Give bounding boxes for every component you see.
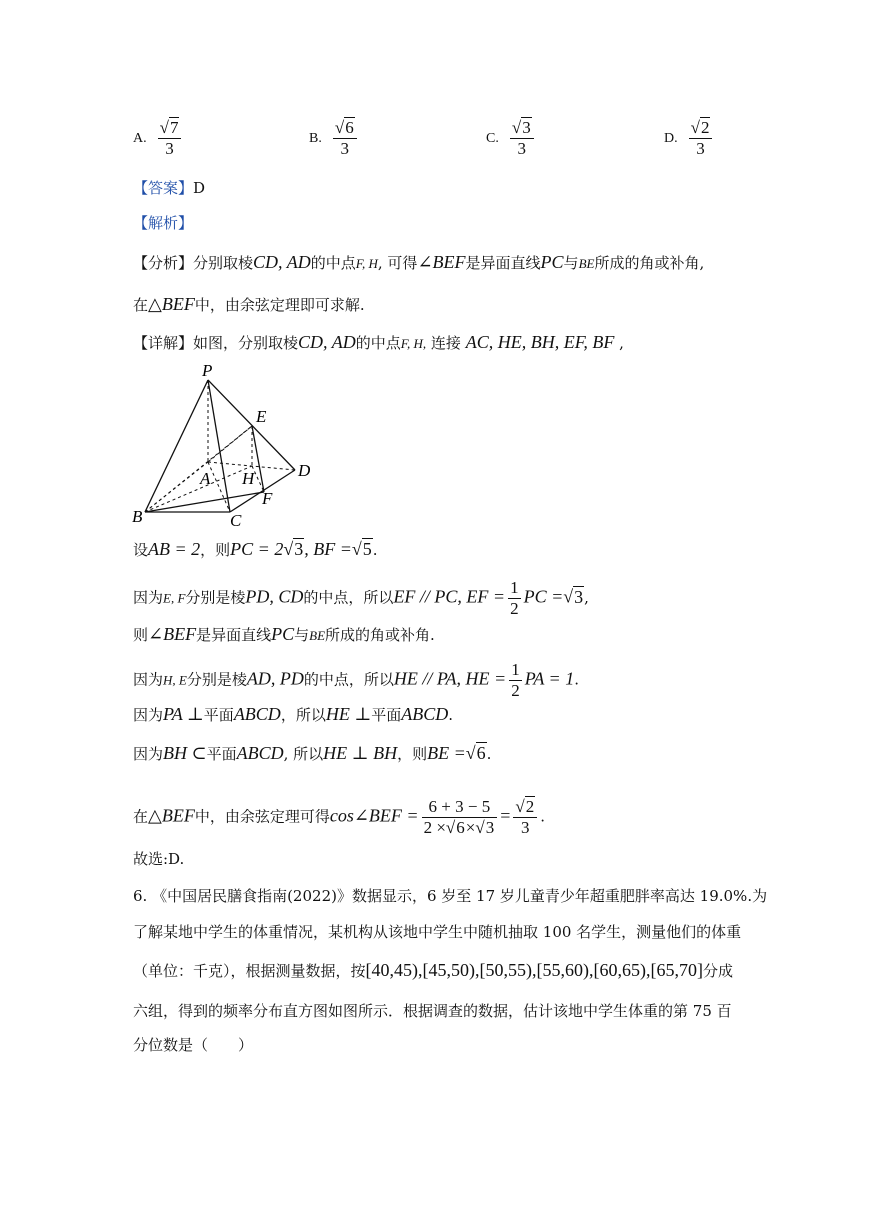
choice-fraction: $\frac{√7}{3}$ (158, 118, 182, 159)
label-d: D (298, 461, 311, 480)
label-b: B (132, 507, 143, 526)
choice-d (664, 118, 715, 159)
choice-label: C. (486, 130, 499, 146)
choice-fraction: $\frac{√2}{3}$ (689, 118, 713, 159)
q6-line-4: 六组，得到的频率分布直方图如图所示．根据调查的数据，估计该地中学生体重的第 75 百 (133, 1002, 732, 1020)
step-5: 因为PA ⊥平面ABCD，所以HE ⊥平面ABCD. (133, 704, 454, 724)
label-h: H (242, 469, 255, 488)
choice-fraction: $\frac{√3}{3}$ (510, 118, 534, 159)
analysis-line-1: 【分析】分别取棱CD, AD的中点F, H, 可得∠BEF是异面直线PC与BE所成的角或补角, (133, 252, 705, 272)
answer-value: D (193, 179, 206, 197)
label-a: A (200, 469, 211, 488)
choice-b (309, 118, 360, 159)
choice-c (486, 118, 537, 159)
step-8: 故选:D. (133, 850, 185, 868)
choice-label: A. (133, 130, 147, 146)
choice-label: D. (664, 130, 678, 146)
answer-tag: 【答案】 (133, 179, 194, 197)
choice-label: B. (309, 130, 322, 146)
analysis-tag: 【解析】 (133, 214, 194, 232)
answer-line (133, 178, 205, 198)
step-3: 则∠BEF是异面直线PC与BE所成的角或补角. (133, 624, 435, 644)
choice-a (133, 118, 184, 159)
label-c: C (230, 511, 242, 530)
q6-line-2: 了解某地中学生的体重情况，某机构从该地中学生中随机抽取 100 名学生，测量他们的体重 (133, 923, 742, 941)
step-1: 设AB = 2，则PC = 2√3, BF =√5. (133, 539, 378, 559)
label-f: F (262, 489, 273, 508)
analysis-line-2: 在△BEF中，由余弦定理即可求解. (133, 294, 365, 314)
q6-line-3: （单位：千克），根据测量数据，按[40,45),[45,50),[50,55),[55,60),[60,65),[65,70]分成 (133, 960, 733, 980)
step-2: 因为E, F分别是棱PD, CD的中点，所以EF // PC, EF = $\frac{1}{2}$ PC =√3, (133, 578, 589, 618)
q6-line-5: 分位数是（ ） (133, 1036, 254, 1054)
choice-fraction: $\frac{√6}{3}$ (333, 118, 357, 159)
pyramid-figure (130, 362, 320, 532)
step-4: 因为H, E分别是棱AD, PD的中点，所以HE // PA, HE = $\frac{1}{2}$ PA = 1. (133, 660, 579, 700)
label-e: E (256, 407, 267, 426)
step-6: 因为BH ⊂平面ABCD, 所以HE ⊥ BH，则BE =√6. (133, 743, 492, 763)
detail-line-1: 【详解】如图，分别取棱CD, AD的中点F, H, 连接 AC, HE, BH, EF, BF , (133, 332, 624, 352)
q6-line-1: 6. 《中国居民膳食指南(2022)》数据显示，6 岁至 17 岁儿童青少年超重肥胖率高达 19.0%.为 (133, 887, 768, 905)
step-7: 在△BEF中，由余弦定理可得cos∠BEF = $\frac{6 + 3 - 5}{2 \times√6\times√3}$ = $\frac{√2}{3}$ . (133, 797, 545, 837)
label-p: P (202, 362, 213, 380)
